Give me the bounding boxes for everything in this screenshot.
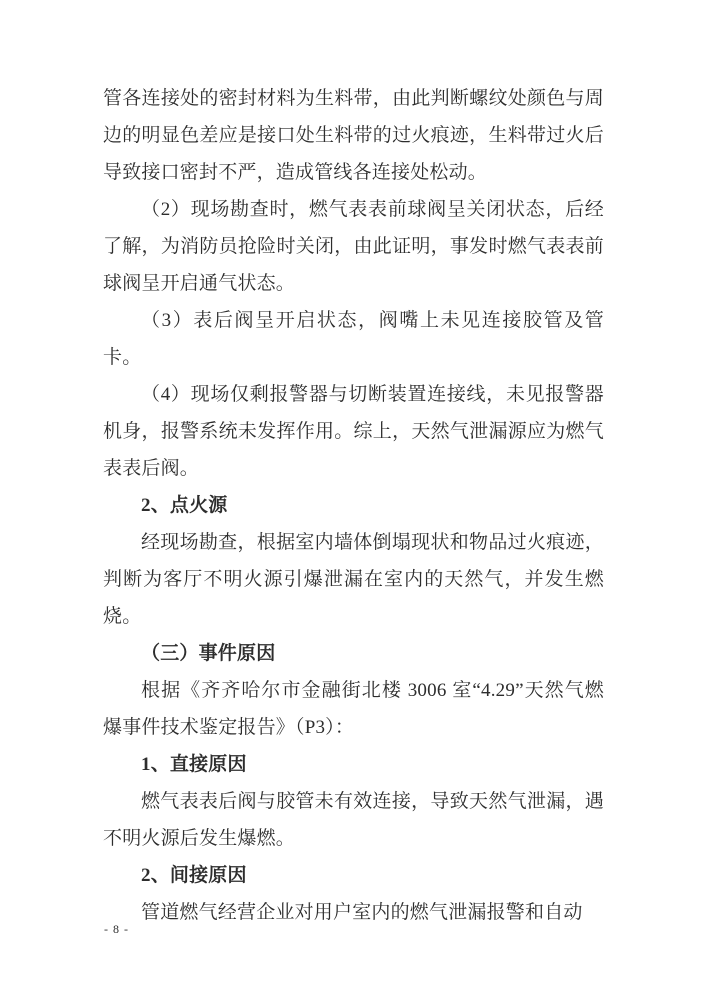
section-heading: 2、点火源 <box>141 495 228 516</box>
section-heading: 2、间接原因 <box>141 865 247 886</box>
body-paragraph: 管各连接处的密封材料为生料带，由此判断螺纹处颜色与周边的明显色差应是接口处生料带的过火痕迹，生料带过火后导致接口密封不严，造成管线各连接处松动。 <box>103 88 604 183</box>
body-paragraph: 燃气表表后阀与胶管未有效连接，导致天然气泄漏，遇不明火源后发生爆燃。 <box>103 791 604 849</box>
document-body <box>103 80 604 931</box>
body-paragraph: （2）现场勘查时，燃气表表前球阀呈关闭状态，后经了解，为消防员抢险时关闭，由此证明，事发时燃气表表前球阀呈开启通气状态。 <box>103 199 604 294</box>
body-paragraph: 经现场勘查，根据室内墙体倒塌现状和物品过火痕迹，判断为客厅不明火源引爆泄漏在室内的天然气，并发生燃烧。 <box>103 532 604 627</box>
body-paragraph: （4）现场仅剩报警器与切断装置连接线，未见报警器机身，报警系统未发挥作用。综上，天然气泄漏源应为燃气表表后阀。 <box>103 384 604 479</box>
section-heading: （三）事件原因 <box>141 643 276 664</box>
page-number: - 8 - <box>104 922 129 936</box>
body-paragraph: （3）表后阀呈开启状态，阀嘴上未见连接胶管及管卡。 <box>103 310 604 368</box>
section-heading: 1、直接原因 <box>141 754 247 775</box>
body-paragraph: 根据《齐齐哈尔市金融街北楼 3006 室“4.29”天然气燃爆事件技术鉴定报告》（P3）： <box>103 680 604 738</box>
body-paragraph: 管道燃气经营企业对用户室内的燃气泄漏报警和自动 <box>141 902 583 923</box>
